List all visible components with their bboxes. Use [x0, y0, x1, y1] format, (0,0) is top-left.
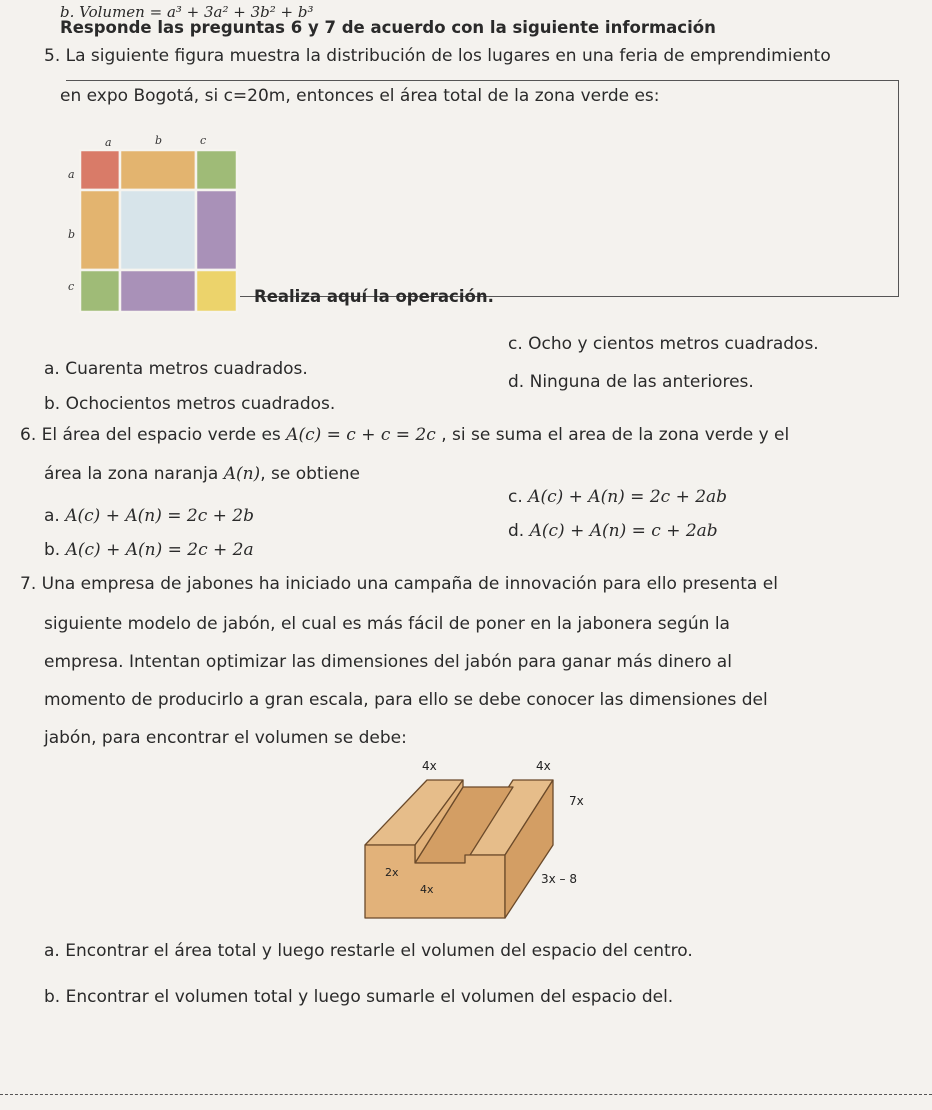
q6-text-line1 — [20, 425, 789, 445]
zone-red-top-left — [80, 150, 120, 190]
zone-purple-right — [196, 190, 237, 270]
zone-purple-bottom — [120, 270, 196, 312]
q6-option-d — [508, 521, 718, 541]
soap-model-figure — [355, 755, 595, 930]
zone-green-bottom-left — [80, 270, 120, 312]
q6-line1-formula: A(c) = c + c = 2c — [286, 425, 436, 445]
soap-label-side: 7x — [569, 794, 584, 808]
fair-layout-figure — [60, 128, 240, 316]
instruction-text: Responde las preguntas 6 y 7 de acuerdo con la siguiente información — [60, 18, 716, 37]
zone-yellow-bottom-right — [196, 270, 237, 312]
previous-item-volume: b. Volumen = a³ + 3a² + 3b² + b³ — [60, 3, 314, 21]
q5-option-d: d. Ninguna de las anteriores. — [508, 372, 754, 392]
q6-option-d-formula: A(c) + A(n) = c + 2ab — [529, 521, 718, 541]
q6-option-c — [508, 487, 727, 507]
q5-option-c: c. Ocho y cientos metros cuadrados. — [508, 334, 819, 354]
q6-option-b — [44, 540, 254, 560]
q6-line2-suffix: , se obtiene — [260, 464, 361, 484]
fig5-label-top-a: a — [105, 136, 112, 149]
work-area-label: Realiza aquí la operación. — [254, 287, 494, 306]
q6-option-a — [44, 506, 254, 526]
q6-line2-prefix: área la zona naranja — [44, 464, 219, 484]
soap-label-groove-width: 4x — [420, 883, 434, 896]
q7-text-line3: empresa. Intentan optimizar las dimensiones del jabón para ganar más dinero al — [44, 652, 732, 672]
fig5-label-top-b: b — [155, 134, 163, 147]
q5-text-line1: 5. La siguiente figura muestra la distribución de los lugares en una feria de emprendimiento — [44, 46, 831, 66]
q6-option-d-label: d. — [508, 521, 525, 541]
zone-center — [120, 190, 196, 270]
q7-option-b: b. Encontrar el volumen total y luego sumarle el volumen del espacio del. — [44, 987, 674, 1007]
q6-option-c-formula: A(c) + A(n) = 2c + 2ab — [528, 487, 728, 507]
q6-option-b-formula: A(c) + A(n) = 2c + 2a — [65, 540, 254, 560]
q6-option-c-label: c. — [508, 487, 523, 507]
q6-option-a-label: a. — [44, 506, 60, 526]
q6-line1-suffix: , si se suma el area de la zona verde y el — [441, 425, 790, 445]
zone-green-top-right — [196, 150, 237, 190]
soap-label-height: 3x – 8 — [541, 872, 577, 886]
q7-text-line2: siguiente modelo de jabón, el cual es más fácil de poner en la jabonera según la — [44, 614, 730, 634]
q5-option-a: a. Cuarenta metros cuadrados. — [44, 359, 308, 379]
fig5-label-side-a: a — [68, 168, 75, 181]
zone-orange-left — [80, 190, 120, 270]
q5-text-line2: en expo Bogotá, si c=20m, entonces el área total de la zona verde es: — [60, 86, 664, 106]
q6-line2-formula: A(n) — [223, 464, 261, 484]
q7-option-a: a. Encontrar el área total y luego restarle el volumen del espacio del centro. — [44, 941, 693, 961]
zone-orange-top — [120, 150, 196, 190]
q7-text-line5: jabón, para encontrar el volumen se debe: — [44, 728, 407, 748]
soap-label-top-right: 4x — [536, 759, 551, 773]
bottom-dashed-line — [0, 1094, 932, 1095]
fig5-label-top-c: c — [200, 134, 207, 147]
q7-text-line4: momento de producirlo a gran escala, para ello se debe conocer las dimensiones del — [44, 690, 768, 710]
q6-option-b-label: b. — [44, 540, 61, 560]
q6-line1-prefix: 6. El área del espacio verde es — [20, 425, 281, 445]
q7-text-line1: 7. Una empresa de jabones ha iniciado una campaña de innovación para ello presenta el — [20, 574, 778, 594]
fig5-label-side-b: b — [68, 228, 76, 241]
q6-text-line2 — [44, 464, 360, 484]
fig5-label-side-c: c — [68, 280, 75, 293]
soap-label-groove-depth: 2x — [385, 866, 399, 879]
q5-option-b: b. Ochocientos metros cuadrados. — [44, 394, 336, 414]
soap-label-top-left: 4x — [422, 759, 437, 773]
q6-option-a-formula: A(c) + A(n) = 2c + 2b — [65, 506, 254, 526]
